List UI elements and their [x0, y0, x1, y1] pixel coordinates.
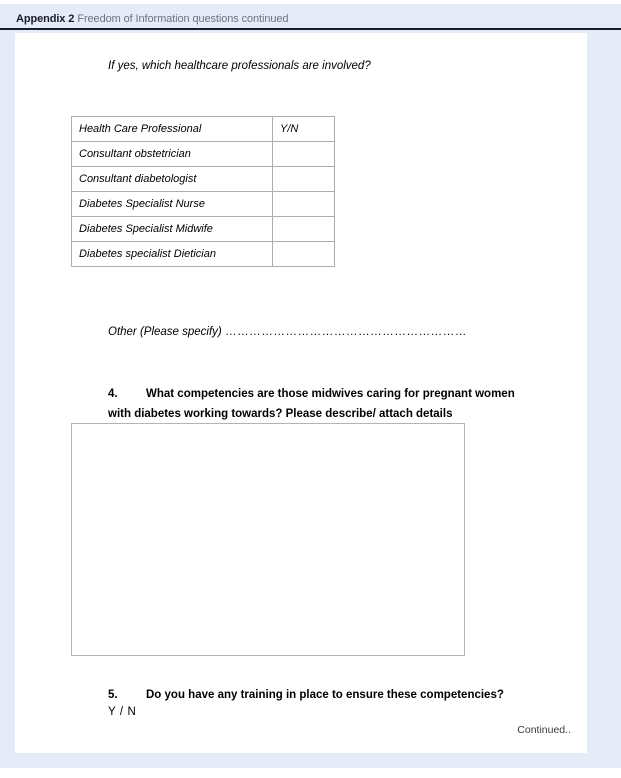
appendix-header-bar	[0, 4, 621, 28]
cell-professional: Diabetes Specialist Nurse	[72, 192, 273, 217]
appendix-header-text	[16, 13, 288, 26]
cell-professional: Consultant diabetologist	[72, 167, 273, 192]
other-specify-dotted-field[interactable]: ……………………………………………………	[224, 326, 467, 338]
cell-yn[interactable]	[273, 217, 335, 242]
question-4-text: What competencies are those midwives caring for pregnant women with diabetes working towards? Please describe/ attach details	[108, 388, 515, 420]
table-row	[72, 167, 335, 192]
cell-professional: Diabetes specialist Dietician	[72, 242, 273, 267]
table-row	[72, 142, 335, 167]
cell-professional: Consultant obstetrician	[72, 142, 273, 167]
healthcare-professional-table	[71, 116, 335, 267]
other-specify-label: Other (Please specify)	[108, 326, 222, 338]
document-content	[15, 33, 587, 753]
continued-note: Continued..	[517, 724, 571, 736]
cell-yn[interactable]	[273, 142, 335, 167]
cell-yn[interactable]	[273, 192, 335, 217]
intro-question-text: If yes, which healthcare professionals are involved?	[108, 60, 371, 72]
cell-yn[interactable]	[273, 242, 335, 267]
document-page	[15, 33, 587, 753]
cell-yn[interactable]	[273, 167, 335, 192]
cell-professional: Diabetes Specialist Midwife	[72, 217, 273, 242]
question-5-number: 5.	[108, 689, 118, 701]
header-divider	[0, 28, 621, 30]
table-row	[72, 242, 335, 267]
question-5	[108, 686, 538, 705]
column-header-yn: Y/N	[273, 117, 335, 142]
question-5-yn-options[interactable]: Y / N	[108, 706, 137, 718]
question-4-answer-box[interactable]	[71, 423, 465, 656]
table-header-row	[72, 117, 335, 142]
other-specify-line	[108, 326, 467, 338]
question-5-text: Do you have any training in place to ensure these competencies?	[146, 689, 504, 701]
question-4	[108, 384, 528, 424]
table-row	[72, 217, 335, 242]
question-4-number: 4.	[108, 388, 118, 400]
column-header-professional: Health Care Professional	[72, 117, 273, 142]
table-row	[72, 192, 335, 217]
appendix-label: Appendix 2	[16, 13, 75, 25]
appendix-subtitle: Freedom of Information questions continued	[77, 13, 289, 25]
